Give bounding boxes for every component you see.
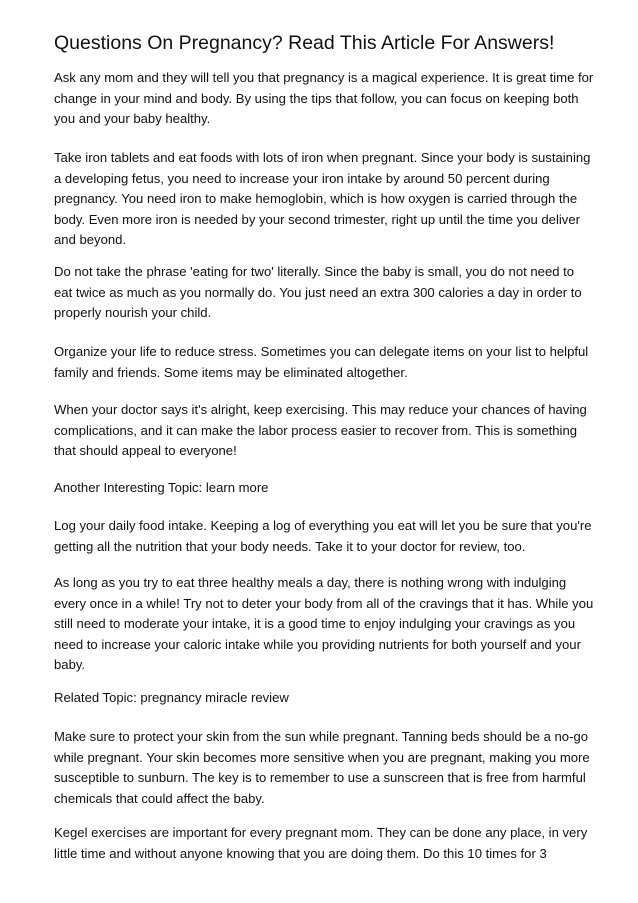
paragraph-line: Related Topic: pregnancy miracle review	[54, 690, 289, 705]
paragraph-line: every once in a while! Try not to deter your body from all of the cravings that it has. While you	[54, 595, 594, 611]
paragraph-food-log	[54, 516, 590, 557]
paragraph-line: you and your baby healthy.	[54, 111, 211, 127]
paragraph-line: a developing fetus, you need to increase your iron intake by around 50 percent during	[54, 170, 550, 186]
paragraph-sun-protection	[54, 727, 590, 809]
paragraph-line: that should appeal to everyone!	[54, 443, 237, 459]
document-title: Questions On Pregnancy? Read This Article For Answers!	[54, 32, 555, 54]
paragraph-stress	[54, 342, 590, 383]
paragraph-line: complications, and it can make the labor process easier to recover from. This is something	[54, 422, 578, 438]
paragraph-line: Log your daily food intake. Keeping a log of everything you eat will let you be sure that you're	[54, 518, 592, 533]
paragraph-line: need to increase your caloric intake while you providing nutrients for both yourself and your	[54, 636, 581, 652]
paragraph-line: body. Even more iron is needed by your second trimester, right up until the time you deliver	[54, 211, 580, 227]
paragraph-exercise	[54, 400, 590, 462]
paragraph-line: Make sure to protect your skin from the sun while pregnant. Tanning beds should be a no-go	[54, 729, 589, 744]
paragraph-line: Do not take the phrase 'eating for two' literally. Since the baby is small, you do not need to	[54, 264, 575, 279]
paragraph-line: Another Interesting Topic: learn more	[54, 480, 269, 495]
paragraph-line: Organize your life to reduce stress. Sometimes you can delegate items on your list to helpful	[54, 344, 589, 359]
paragraph-line: chemicals that could affect the baby.	[54, 790, 265, 806]
paragraph-line: baby.	[54, 657, 86, 673]
paragraph-eating-for-two	[54, 262, 590, 324]
paragraph-line: susceptible to sunburn. The key is to remember to use a sunscreen that is free from harmful	[54, 770, 586, 786]
paragraph-line: Ask any mom and they will tell you that pregnancy is a magical experience. It is great time for	[54, 70, 594, 85]
paragraph-related-topic	[54, 688, 590, 709]
paragraph-line: while pregnant. Your skin becomes more sensitive when you are pregnant, making you more	[54, 749, 590, 765]
paragraph-line: When your doctor says it's alright, keep exercising. This may reduce your chances of having	[54, 402, 587, 417]
paragraph-line: Take iron tablets and eat foods with lots of iron when pregnant. Since your body is sustaining	[54, 150, 591, 165]
paragraph-line: little time and without anyone knowing that you are doing them. Do this 10 times for 3	[54, 845, 547, 861]
paragraph-line: properly nourish your child.	[54, 305, 212, 321]
paragraph-iron	[54, 148, 590, 251]
paragraph-line: family and friends. Some items may be eliminated altogether.	[54, 364, 408, 380]
paragraph-another-topic	[54, 478, 590, 499]
paragraph-line: still need to moderate your intake, it is a good time to enjoy indulging your cravings as you	[54, 616, 576, 632]
paragraph-indulging	[54, 573, 594, 676]
paragraph-line: getting all the nutrition that your body needs. Take it to your doctor for review, too.	[54, 538, 526, 554]
paragraph-line: change in your mind and body. By using the tips that follow, you can focus on keeping both	[54, 90, 579, 106]
paragraph-line: Kegel exercises are important for every pregnant mom. They can be done any place, in very	[54, 825, 588, 840]
paragraph-line: and beyond.	[54, 232, 127, 248]
paragraph-line: As long as you try to eat three healthy meals a day, there is nothing wrong with indulging	[54, 575, 567, 590]
paragraph-line: pregnancy. You need iron to make hemoglobin, which is how oxygen is carried through the	[54, 191, 578, 207]
paragraph-line: eat twice as much as you normally do. You just need an extra 300 calories a day in order to	[54, 284, 582, 300]
paragraph-intro	[54, 68, 594, 130]
paragraph-kegel	[54, 823, 590, 864]
